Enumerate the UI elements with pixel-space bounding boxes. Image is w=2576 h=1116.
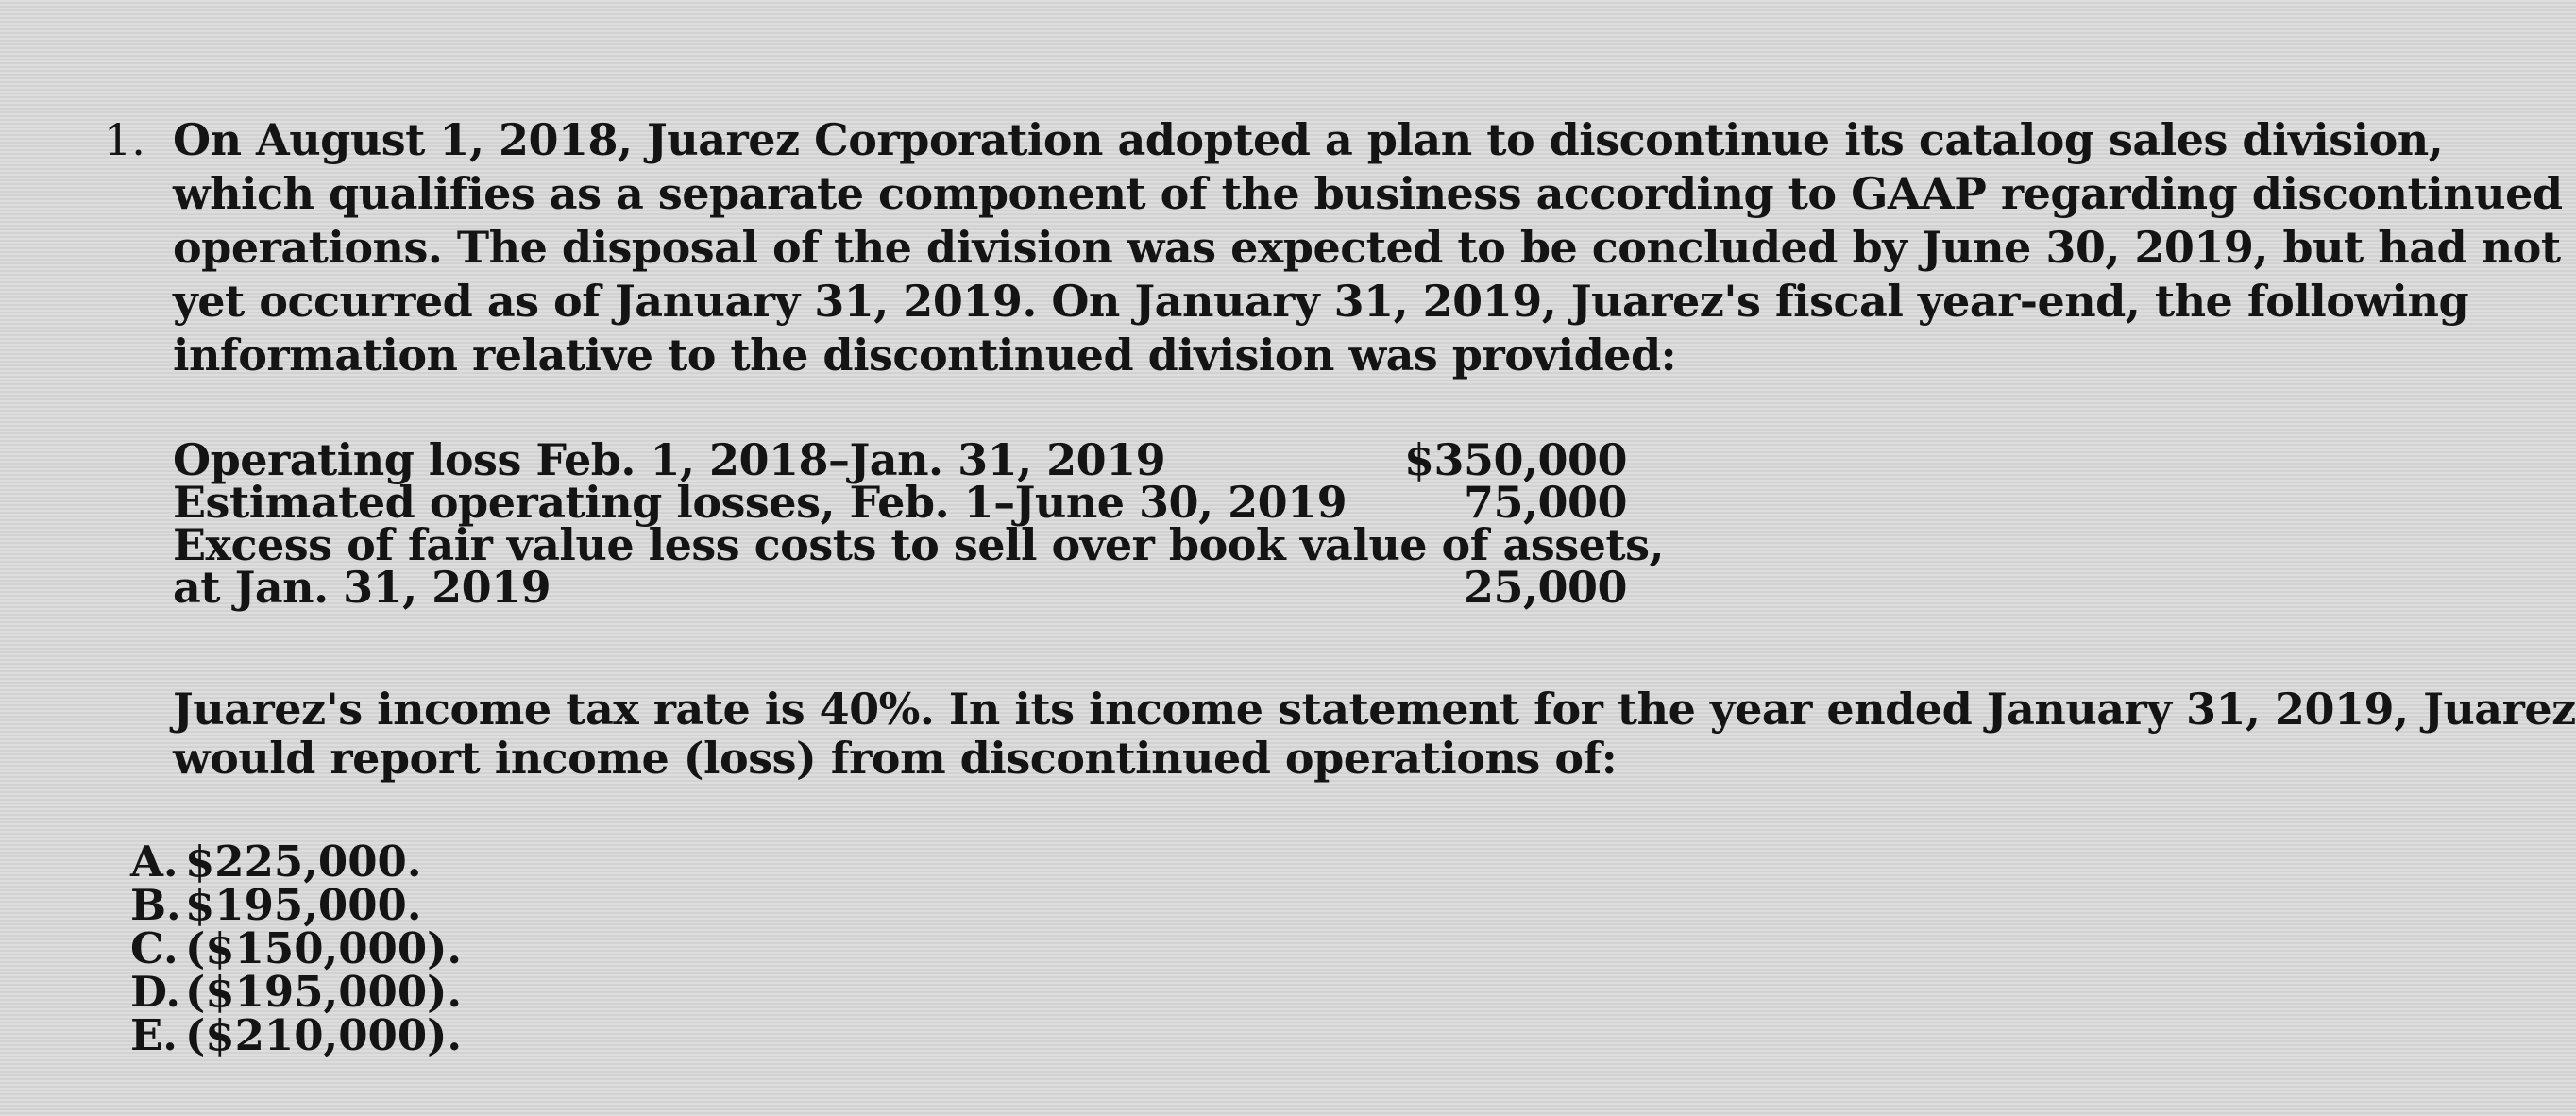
- table-row: [173, 477, 1627, 528]
- paragraph-line: yet occurred as of January 31, 2019. On January 31, 2019, Juarez's fiscal year-end, the following: [173, 276, 2469, 327]
- tax-text-line: would report income (loss) from discontinued operations of:: [173, 733, 1618, 784]
- row-label: Estimated operating losses, Feb. 1–June 30, 2019: [173, 477, 1347, 528]
- row-label: Operating loss Feb. 1, 2018–Jan. 31, 2019: [173, 434, 1166, 485]
- option-letter: D.: [130, 967, 181, 1017]
- option-d[interactable]: [130, 967, 463, 1017]
- row-amount: 75,000: [1463, 477, 1627, 528]
- row-label-line: Excess of fair value less costs to sell over book value of assets,: [173, 519, 1665, 570]
- paragraph-line: On August 1, 2018, Juarez Corporation adopted a plan to discontinue its catalog sales division,: [173, 114, 2444, 165]
- question-number: 1.: [104, 114, 145, 165]
- option-b[interactable]: [130, 880, 462, 930]
- row-label: [173, 519, 1665, 613]
- option-letter: A.: [130, 837, 178, 887]
- row-amount: $350,000: [1403, 434, 1627, 485]
- option-text: ($150,000).: [185, 923, 463, 973]
- option-c[interactable]: [130, 923, 463, 973]
- row-label-line: at Jan. 31, 2019: [173, 562, 551, 613]
- tax-rate-text: [173, 684, 2576, 784]
- option-letter: C.: [130, 923, 178, 973]
- option-text: ($195,000).: [185, 967, 463, 1017]
- tax-text-line: Juarez's income tax rate is 40%. In its income statement for the year ended January 31, 2019, Juarez: [173, 684, 2576, 735]
- option-text: $225,000.: [185, 837, 422, 887]
- option-e[interactable]: [130, 1010, 463, 1060]
- table-row: [173, 434, 1627, 485]
- option-a[interactable]: [130, 837, 462, 887]
- option-letter: B.: [130, 880, 181, 930]
- row-amount: 25,000: [1463, 562, 1627, 613]
- option-letter: E.: [130, 1010, 178, 1060]
- paragraph-line: operations. The disposal of the division was expected to be concluded by June 30, 2019, but had not: [173, 222, 2561, 273]
- table-row: [173, 519, 1665, 613]
- answer-options: [130, 837, 463, 1060]
- financial-data-table: [173, 434, 1665, 613]
- option-text: $195,000.: [185, 880, 422, 930]
- question-paragraph: [173, 113, 2563, 382]
- paragraph-line: which qualifies as a separate component of the business according to GAAP regarding discontinued: [173, 168, 2563, 219]
- option-text: ($210,000).: [185, 1010, 463, 1060]
- paragraph-line: information relative to the discontinued division was provided:: [173, 330, 1677, 380]
